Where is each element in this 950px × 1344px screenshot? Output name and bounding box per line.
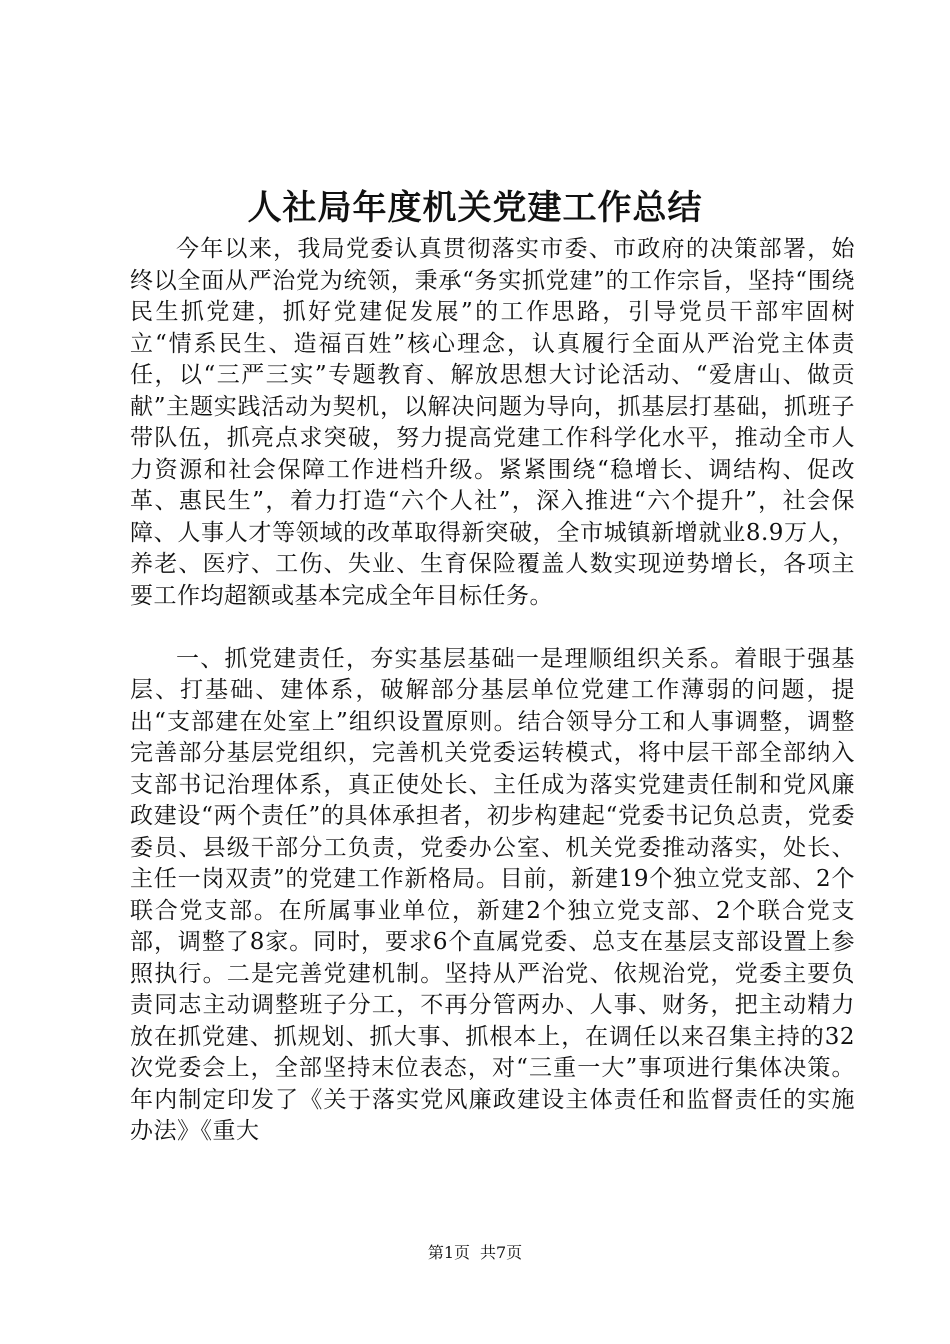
page-number: 第1页 [427,1243,470,1262]
paragraph-section-one: 一、抓党建责任，夯实基层基础一是理顺组织关系。着眼于强基层、打基础、建体系，破解部分基层单位党建工作薄弱的问题，提出“支部建在处室上”组织设置原则。结合领导分工和人事调整，调整完善部分基层党组织，完善机关党委运转模式，将中层干部全部纳入支部书记治理体系，真正使处长、主任成为落实党建责任制和党风廉政建设“两个责任”的具体承担者，初步构建起“党委书记负总责，党委委员、县级干部分工负责，党委办公室、机关党委推动落实，处长、主任一岗双责”的党建工作新格局。目前，新建19个独立党支部、2个联合党支部。在所属事业单位，新建2个独立党支部、2个联合党支部，调整了8家。同时，要求6个直属党委、总支在基层支部设置上参照执行。二是完善党建机制。坚持从严治党、依规治党，党委主要负责同志主动调整班子分工，不再分管两办、人事、财务，把主动精力放在抓党建、抓规划、抓大事、抓根本上，在调任以来召集主持的32次党委会上，全部坚持末位表态，对“三重一大”事项进行集体决策。年内制定印发了《关于落实党风廉政建设主体责任和监督责任的实施办法》《重大 [130,645,855,1144]
document-body [130,234,855,1148]
document-title: 人社局年度机关党建工作总结 [247,188,703,228]
paragraph-intro: 今年以来，我局党委认真贯彻落实市委、市政府的决策部署，始终以全面从严治党为统领，秉承“务实抓党建”的工作宗旨，坚持“围绕民生抓党建，抓好党建促发展”的工作思路，引导党员干部牢固树立“情系民生、造福百姓”核心理念，认真履行全面从严治党主体责任，以“三严三实”专题教育、解放思想大讨论活动、“爱唐山、做贡献”主题实践活动为契机，以解决问题为导向，抓基层打基础，抓班子带队伍，抓亮点求突破，努力提高党建工作科学化水平，推动全市人力资源和社会保障工作进档升级。紧紧围绕“稳增长、调结构、促改革、惠民生”，着力打造“六个人社”，深入推进“六个提升”，社会保障、人事人才等领域的改革取得新突破，全市城镇新增就业8.9万人，养老、医疗、工伤、失业、生育保险覆盖人数实现逆势增长，各项主要工作均超额或基本完成全年目标任务。 [130,236,855,609]
page-footer [0,1241,950,1265]
page-total: 共7页 [480,1243,523,1262]
